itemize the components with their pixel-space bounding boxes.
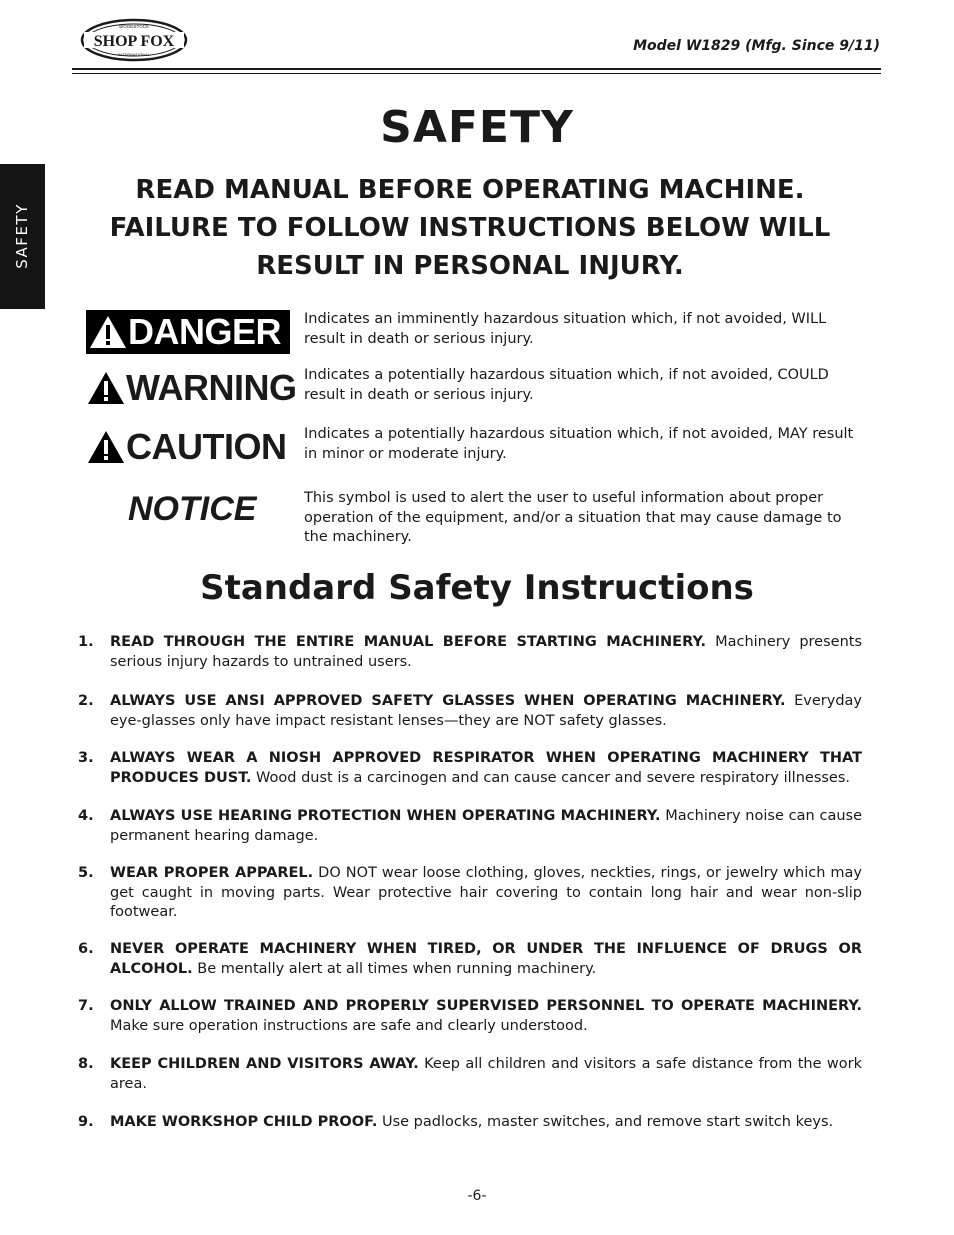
warning-text: Indicates a potentially hazardous situation which, if not avoided, COULD result in death or serious injury.	[304, 367, 829, 403]
instruction-item	[78, 807, 862, 846]
intro-line-3: RESULT IN PERSONAL INJURY.	[256, 251, 684, 281]
instruction-item	[78, 1113, 862, 1133]
logo-bottom-text: INTERNATIONAL	[118, 52, 150, 57]
item-lead: NEVER OPERATE MACHINERY WHEN TIRED, OR UNDER THE INFLUENCE OF DRUGS OR ALCOHOL.	[110, 941, 862, 977]
side-tab-label: SAFETY	[13, 203, 31, 269]
item-text: Machinery presents serious injury hazards to untrained users.	[110, 634, 862, 670]
instruction-item	[78, 1055, 862, 1094]
instruction-item	[78, 864, 862, 923]
danger-word: DANGER	[128, 311, 282, 352]
logo-text: SHOP FOX	[93, 33, 175, 50]
instruction-item	[78, 940, 862, 979]
instruction-item	[78, 997, 862, 1036]
item-lead: MAKE WORKSHOP CHILD PROOF.	[110, 1114, 378, 1130]
page-number: -6-	[467, 1188, 487, 1204]
alert-triangle-icon	[86, 370, 126, 406]
item-text: Be mentally alert at all times when running machinery.	[197, 960, 597, 977]
instruction-item	[78, 749, 862, 788]
item-text: Machinery noise can cause permanent hearing damage.	[110, 808, 862, 844]
intro-line-1: READ MANUAL BEFORE OPERATING MACHINE.	[135, 175, 805, 205]
item-number: 6.	[78, 941, 94, 957]
item-lead: ALWAYS USE HEARING PROTECTION WHEN OPERATING MACHINERY.	[110, 808, 661, 824]
item-number: 2.	[78, 693, 94, 709]
item-number: 5.	[78, 865, 94, 881]
item-text: Everyday eye-glasses only have impact resistant lenses—they are NOT safety glasses.	[110, 693, 863, 729]
intro-warning	[80, 171, 860, 285]
danger-text: Indicates an imminently hazardous situation which, if not avoided, WILL result in death or serious injury.	[304, 311, 827, 347]
intro-line-2: FAILURE TO FOLLOW INSTRUCTIONS BELOW WILL	[109, 213, 831, 243]
item-number: 7.	[78, 998, 94, 1014]
alert-triangle-icon	[86, 429, 126, 465]
header-rule-thin	[72, 73, 881, 74]
item-text: Wood dust is a carcinogen and can cause cancer and severe respiratory illnesses.	[256, 769, 851, 786]
item-lead: WEAR PROPER APPAREL.	[110, 865, 314, 881]
item-text: DO NOT wear loose clothing, gloves, neckties, rings, or jewelry which may get caught in moving parts. Wear protective hair covering to contain long hair and wear non-slip footwear.	[110, 865, 862, 920]
warning-word: WARNING	[126, 367, 297, 408]
notice-text: This symbol is used to alert the user to useful information about proper operation of the equipment, and/or a situation that may cause damage to the machinery.	[304, 490, 842, 545]
caution-word: CAUTION	[126, 426, 287, 467]
danger-badge	[86, 310, 290, 354]
shop-fox-logo	[80, 18, 188, 62]
item-text: Make sure operation instructions are safe and clearly understood.	[110, 1017, 588, 1034]
caution-text: Indicates a potentially hazardous situation which, if not avoided, MAY result in minor or moderate injury.	[304, 426, 854, 462]
page-title: SAFETY	[380, 102, 574, 153]
item-number: 3.	[78, 750, 94, 766]
model-line: Model W1829 (Mfg. Since 9/11)	[633, 38, 880, 54]
item-text: Use padlocks, master switches, and remove start switch keys.	[381, 1114, 834, 1130]
item-number: 9.	[78, 1114, 94, 1130]
section-title: Standard Safety Instructions	[200, 568, 754, 608]
logo-top-text: WOODSTOCK	[119, 24, 149, 29]
item-number: 8.	[78, 1056, 94, 1072]
notice-word: NOTICE	[128, 490, 257, 528]
item-lead: ONLY ALLOW TRAINED AND PROPERLY SUPERVISED PERSONNEL TO OPERATE MACHINERY.	[110, 998, 862, 1014]
caution-badge	[86, 425, 290, 469]
item-lead: ALWAYS WEAR A NIOSH APPROVED RESPIRATOR WHEN OPERATING MACHINERY THAT PRODUCES DUST.	[110, 750, 862, 786]
item-lead: READ THROUGH THE ENTIRE MANUAL BEFORE STARTING MACHINERY.	[110, 634, 707, 650]
warning-badge	[86, 366, 297, 410]
alert-triangle-icon	[88, 314, 128, 350]
item-number: 4.	[78, 808, 94, 824]
item-lead: ALWAYS USE ANSI APPROVED SAFETY GLASSES WHEN OPERATING MACHINERY.	[110, 693, 786, 709]
instruction-item	[78, 692, 862, 731]
item-text: Keep all children and visitors a safe distance from the work area.	[110, 1056, 862, 1092]
item-lead: KEEP CHILDREN AND VISITORS AWAY.	[110, 1056, 419, 1072]
instruction-item	[78, 633, 862, 672]
item-number: 1.	[78, 634, 94, 650]
header-rule	[72, 68, 881, 70]
